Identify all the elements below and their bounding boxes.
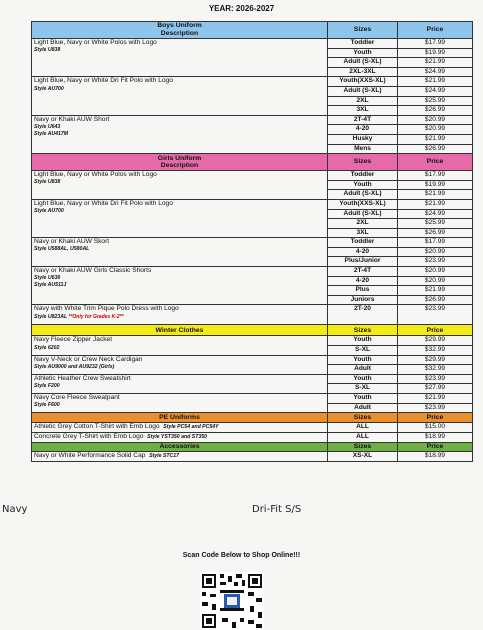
size-cell: Youth — [328, 394, 398, 404]
boys-description-label: Description — [160, 30, 199, 37]
item-style: Style U823AL — [34, 313, 68, 320]
item-style: Style F600 — [34, 402, 60, 409]
item-name: Navy or Khaki AUW Skort — [34, 238, 110, 246]
item-style: Style U636 — [34, 275, 61, 282]
price-cell: $23.99 — [398, 403, 473, 413]
accessories-section-title: Accessories — [32, 442, 328, 452]
price-cell: $25.99 — [398, 219, 473, 229]
size-cell: Adult (S-XL) — [328, 86, 398, 96]
size-cell: 4-20 — [328, 125, 398, 135]
price-cell: $29.99 — [398, 336, 473, 346]
size-cell: S-XL — [328, 346, 398, 356]
item-description — [32, 355, 328, 374]
price-cell: $23.99 — [398, 257, 473, 267]
item-description — [32, 452, 328, 462]
size-cell: Toddler — [328, 238, 398, 248]
item-description — [32, 432, 328, 442]
size-cell: Mens — [328, 144, 398, 154]
price-cell: $21.99 — [398, 134, 473, 144]
price-cell: $20.99 — [398, 115, 473, 125]
item-name: Light Blue, Navy or White Polos with Logo — [34, 39, 157, 46]
size-cell: 4-20 — [328, 247, 398, 257]
girls-section-title: Girls Uniform — [157, 154, 202, 162]
table-row — [32, 432, 473, 442]
table-row — [32, 39, 473, 49]
size-cell: 4-20 — [328, 276, 398, 286]
item-description — [32, 115, 328, 153]
price-cell: $29.99 — [398, 355, 473, 365]
size-cell: XS-XL — [328, 452, 398, 462]
table-row — [32, 171, 473, 181]
size-cell: Youth — [328, 374, 398, 384]
price-cell: $32.99 — [398, 365, 473, 375]
price-cell: $21.99 — [398, 286, 473, 296]
size-cell: Youth — [328, 48, 398, 58]
size-cell: 3XL — [328, 106, 398, 116]
item-name: Light Blue, Navy or White Polos with Logo — [34, 171, 157, 179]
table-row — [32, 238, 473, 248]
size-cell: Youth(XXS-XL) — [328, 77, 398, 87]
handwritten-drifit-note: Dri-Fit S/S — [252, 504, 302, 515]
price-cell: $19.99 — [398, 48, 473, 58]
pe-section-header — [32, 413, 473, 423]
table-row — [32, 422, 473, 432]
size-cell: Juniors — [328, 295, 398, 305]
item-name: Light Blue, Navy or White Dri Fit Polo with Logo — [34, 77, 173, 85]
item-description — [32, 238, 328, 267]
price-cell: $20.99 — [398, 125, 473, 135]
item-description — [32, 336, 328, 355]
size-cell: Toddler — [328, 39, 398, 49]
price-header: Price — [398, 154, 473, 171]
price-cell: $15.00 — [398, 422, 473, 432]
winter-section-header — [32, 325, 473, 336]
size-cell: Adult — [328, 365, 398, 375]
item-style: Style 6202 — [34, 344, 60, 351]
table-row — [32, 199, 473, 209]
size-cell: Youth(XXS-XL) — [328, 199, 398, 209]
grade-note: **Only for Grades K-2** — [68, 313, 124, 320]
price-header: Price — [398, 22, 473, 39]
size-cell: Adult — [328, 403, 398, 413]
price-header: Price — [398, 325, 473, 336]
size-cell: Husky — [328, 134, 398, 144]
table-row — [32, 355, 473, 365]
item-style: Style U838 — [34, 179, 61, 186]
item-style: Style AU700 — [34, 208, 64, 215]
item-style: Style AU511J — [34, 282, 67, 289]
girls-description-label: Description — [160, 162, 199, 170]
item-description — [32, 305, 328, 325]
price-cell: $18.99 — [398, 432, 473, 442]
table-row — [32, 305, 473, 325]
price-cell: $19.99 — [398, 180, 473, 190]
boys-section-header — [32, 22, 473, 39]
size-cell: 2XL — [328, 219, 398, 229]
item-name: Navy Core Fleece Sweatpant — [34, 394, 120, 401]
item-description — [32, 171, 328, 200]
size-cell: Youth — [328, 336, 398, 346]
item-name: Navy Fleece Zipper Jacket — [34, 336, 113, 344]
price-cell: $26.99 — [398, 228, 473, 238]
item-name: Athletic Heather Crew Sweatshirt — [34, 374, 131, 382]
size-cell: 2XL-3XL — [328, 67, 398, 77]
price-cell: $25.99 — [398, 96, 473, 106]
size-cell: 2T-4T — [328, 115, 398, 125]
handwritten-navy-note: Navy — [2, 504, 28, 515]
qr-code[interactable] — [200, 572, 264, 630]
size-cell: Toddler — [328, 171, 398, 181]
price-cell: $26.99 — [398, 144, 473, 154]
size-cell: 2T-20 — [328, 305, 398, 325]
price-cell: $23.99 — [398, 374, 473, 384]
size-cell: Adult (S-XL) — [328, 209, 398, 219]
sizes-header: Sizes — [328, 154, 398, 171]
item-style: Style U838 — [34, 47, 61, 54]
item-name: Navy or Khaki AUW Short — [34, 115, 110, 123]
price-cell: $17.99 — [398, 238, 473, 248]
item-description — [32, 374, 328, 393]
price-cell: $21.99 — [398, 77, 473, 87]
item-description — [32, 422, 328, 432]
item-name: Navy or White Performance Solid Cap — [34, 452, 146, 460]
item-description — [32, 77, 328, 115]
price-cell: $27.99 — [398, 384, 473, 394]
item-description — [32, 199, 328, 237]
item-style: Style AU417M — [34, 130, 69, 137]
item-name: Athletic Grey Cotton T-Shirt with Emb Logo — [34, 422, 160, 430]
item-description — [32, 394, 328, 413]
price-cell: $32.99 — [398, 346, 473, 356]
boys-section-title: Boys Uniform — [157, 22, 202, 30]
sizes-header: Sizes — [328, 442, 398, 452]
pe-section-title: PE Uniforms — [32, 413, 328, 423]
size-cell: 2T-4T — [328, 267, 398, 277]
size-cell: Plus — [328, 286, 398, 296]
size-cell: Adult (S-XL) — [328, 58, 398, 68]
size-cell: ALL — [328, 422, 398, 432]
price-cell: $24.99 — [398, 209, 473, 219]
item-style: Style STC17 — [149, 453, 180, 460]
price-cell: $20.99 — [398, 276, 473, 286]
item-description — [32, 267, 328, 305]
table-row — [32, 394, 473, 404]
size-cell: Plus/Junior — [328, 257, 398, 267]
size-cell: Youth — [328, 180, 398, 190]
item-style: Style AU9000 and AU9232 (Girls) — [34, 363, 115, 370]
price-header: Price — [398, 442, 473, 452]
item-style: Style F200 — [34, 383, 60, 390]
price-cell: $21.99 — [398, 58, 473, 68]
price-cell: $23.99 — [398, 305, 473, 325]
table-row — [32, 115, 473, 125]
table-row — [32, 77, 473, 87]
price-cell: $26.99 — [398, 106, 473, 116]
size-cell: Youth — [328, 355, 398, 365]
size-cell: ALL — [328, 432, 398, 442]
price-cell: $26.99 — [398, 295, 473, 305]
scan-instruction: Scan Code Below to Shop Online!!! — [182, 552, 301, 559]
size-cell: Adult (S-XL) — [328, 190, 398, 200]
winter-section-title: Winter Clothes — [32, 325, 328, 336]
item-name: Navy V-Neck or Crew Neck Cardigan — [34, 355, 143, 363]
table-row — [32, 452, 473, 462]
item-style: Style PC54 and PC54Y — [163, 423, 219, 430]
girls-section-header — [32, 154, 473, 171]
table-row — [32, 374, 473, 384]
item-style: Style U588AL, U580AL — [34, 246, 90, 253]
item-name: Navy with White Trim Pique Polo Dress with Logo — [34, 305, 179, 313]
sizes-header: Sizes — [328, 413, 398, 423]
sizes-header: Sizes — [328, 22, 398, 39]
price-cell: $24.99 — [398, 67, 473, 77]
price-cell: $17.99 — [398, 171, 473, 181]
price-cell: $18.99 — [398, 452, 473, 462]
item-style: Style U643 — [34, 123, 61, 130]
size-cell: 3XL — [328, 228, 398, 238]
price-cell: $20.99 — [398, 247, 473, 257]
price-cell: $21.99 — [398, 199, 473, 209]
price-cell: $17.99 — [398, 39, 473, 49]
size-cell: S-XL — [328, 384, 398, 394]
year-title: YEAR: 2026-2027 — [208, 4, 275, 13]
accessories-section-header — [32, 442, 473, 452]
item-name: Navy or Khaki AUW Girls Classic Shorts — [34, 267, 152, 275]
item-name: Light Blue, Navy or White Dri Fit Polo with Logo — [34, 199, 173, 207]
size-cell: 2XL — [328, 96, 398, 106]
price-header: Price — [398, 413, 473, 423]
item-style: Style YST350 and ST350 — [147, 433, 208, 440]
uniform-price-table — [31, 21, 473, 462]
table-row — [32, 267, 473, 277]
item-style: Style AU700 — [34, 85, 64, 92]
price-cell: $21.99 — [398, 394, 473, 404]
price-cell: $24.99 — [398, 86, 473, 96]
sizes-header: Sizes — [328, 325, 398, 336]
table-row — [32, 336, 473, 346]
price-cell: $20.99 — [398, 267, 473, 277]
item-description — [32, 39, 328, 77]
price-cell: $21.99 — [398, 190, 473, 200]
item-name: Concrete Grey T-Shirt with Emb Logo — [34, 432, 144, 440]
